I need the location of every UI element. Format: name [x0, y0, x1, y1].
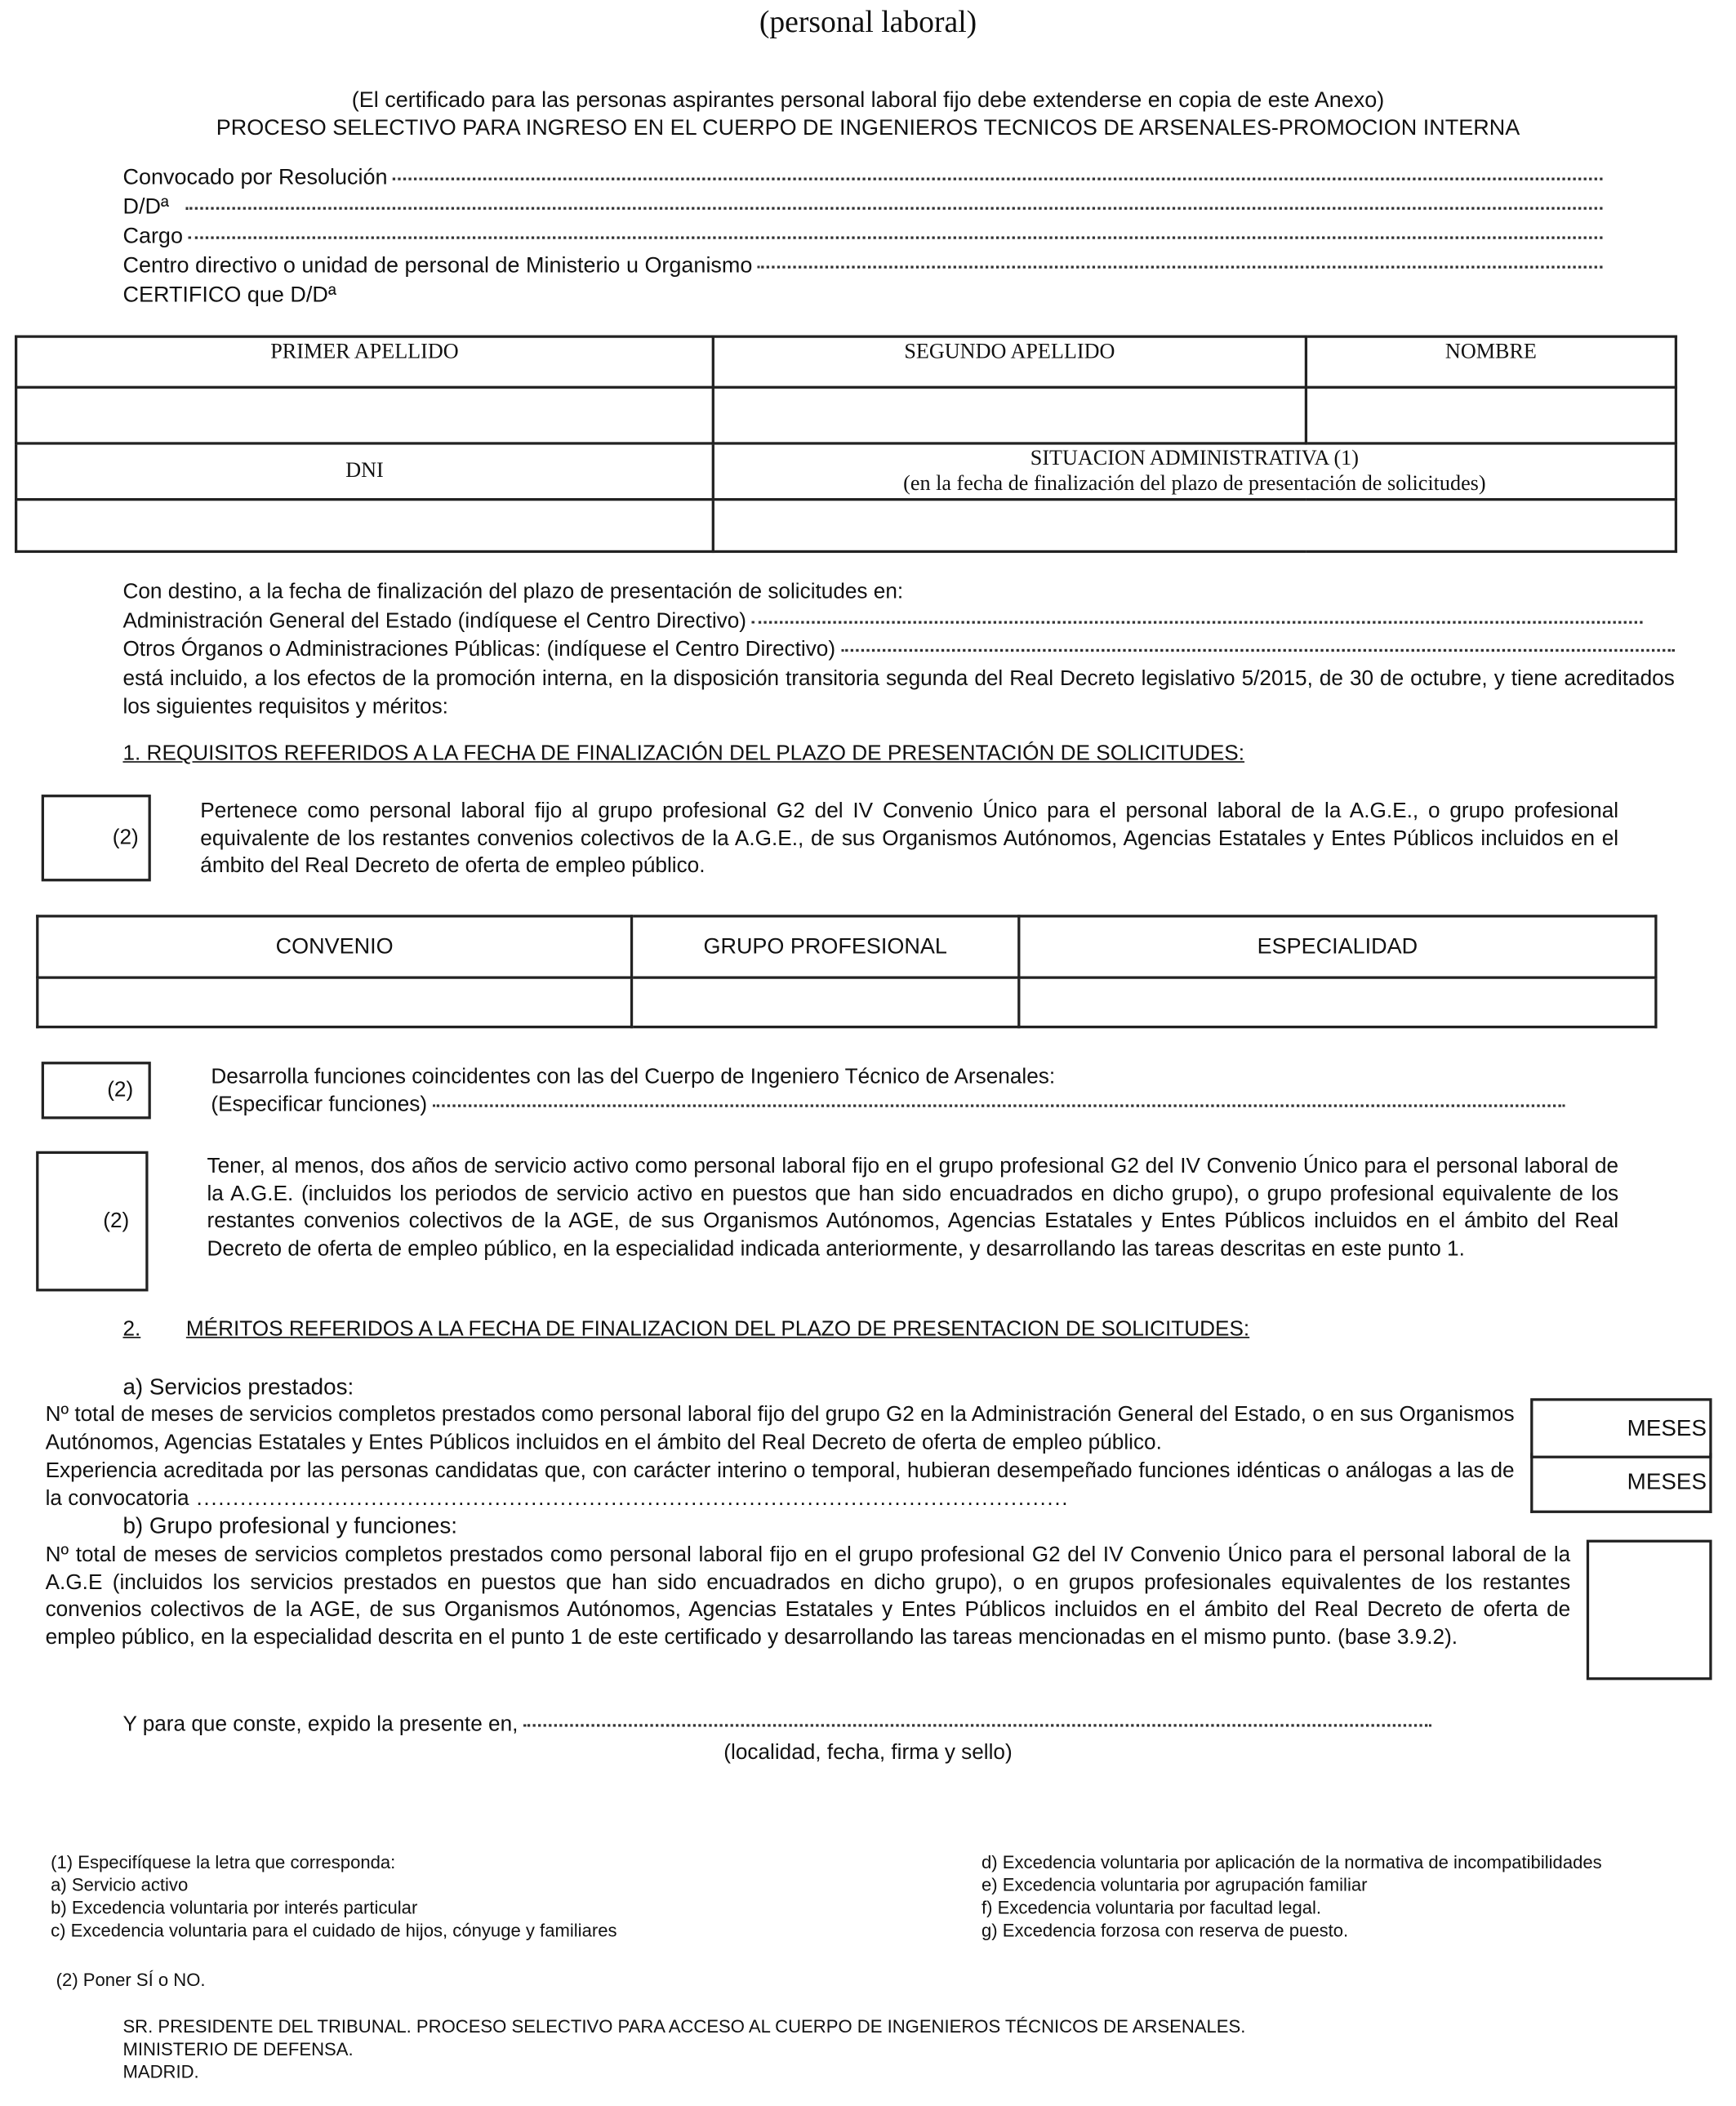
grupo-profesional-header: GRUPO PROFESIONAL: [632, 916, 1019, 977]
centro-field[interactable]: [122, 251, 1602, 280]
expido-label: Y para que conste, expido la presente en,: [122, 1713, 519, 1737]
situacion-header: [713, 443, 1676, 500]
cargo-label: Cargo: [122, 224, 183, 249]
servicios-text-1: Nº total de meses de servicios completos prestados como personal laboral fijo del grupo G2 en la Administración General del Estado, o en sus Organismos Autónomos, Agencias Estatales y Entes Públicos incluidos en el ámbito del Real Decreto de oferta de empleo público.: [45, 1403, 1515, 1454]
funciones-field[interactable]: [211, 1092, 1565, 1120]
convenio-table: [36, 915, 1657, 1028]
addressee-line: SR. PRESIDENTE DEL TRIBUNAL. PROCESO SELECTIVO PARA ACCESO AL CUERPO DE INGENIEROS TÉCNICOS DE ARSENALES.: [122, 2016, 1246, 2037]
footnote-line: b) Excedencia voluntaria por interés particular: [51, 1897, 418, 1918]
grupo-title: b) Grupo profesional y funciones:: [122, 1512, 457, 1538]
primer-apellido-header: PRIMER APELLIDO: [16, 336, 714, 387]
dd-field[interactable]: [122, 192, 1602, 221]
requisito-3-checkbox[interactable]: [36, 1151, 148, 1292]
meses-box-1[interactable]: [1530, 1398, 1712, 1458]
footnote-line: f) Excedencia voluntaria por facultad legal.: [982, 1897, 1322, 1918]
process-title: PROCESO SELECTIVO PARA INGRESO EN EL CUERPO DE INGENIEROS TECNICOS DE ARSENALES-PROMOCION INTERNA: [216, 116, 1520, 140]
requisitos-heading: 1. REQUISITOS REFERIDOS A LA FECHA DE FINALIZACIÓN DEL PLAZO DE PRESENTACIÓN DE SOLICITUDES:: [122, 742, 1245, 766]
footnote-line: d) Excedencia voluntaria por aplicación de la normativa de incompatibilidades: [982, 1852, 1602, 1872]
requisito-2-box-label: (2): [107, 1078, 134, 1102]
meritos-heading-text: MÉRITOS REFERIDOS A LA FECHA DE FINALIZACION DEL PLAZO DE PRESENTACION DE SOLICITUDES:: [185, 1318, 1250, 1341]
nombre-header: NOMBRE: [1306, 336, 1676, 387]
age-field[interactable]: [122, 607, 1642, 635]
funciones-label: (Especificar funciones): [211, 1093, 428, 1116]
requisito-1-text: Pertenece como personal laboral fijo al grupo profesional G2 del IV Convenio Único para el personal laboral de la A.G.E., o grupo profesional equivalente de los restantes convenios colectivos de la A.G.E., de sus Organismos Autónomos, Agencias Estatales y Entes Públicos incluidos en el ámbito del Real Decreto de oferta de empleo público.: [200, 799, 1619, 878]
header-fields: [122, 163, 1602, 310]
footnote-line: a) Servicio activo: [51, 1875, 189, 1895]
requisito-1-checkbox[interactable]: [42, 795, 151, 881]
footnote-line: (1) Especifíquese la letra que corresponda:: [51, 1852, 396, 1872]
cargo-field[interactable]: [122, 221, 1602, 251]
meses-box-2[interactable]: [1530, 1453, 1712, 1513]
grupo-text: Nº total de meses de servicios completos prestados como personal laboral fijo en el grupo profesional G2 del IV Convenio Único para el personal laboral de la A.G.E (incluidos los servicios prestados en puestos que han sido encuadrados en dicho grupo), o en grupos profesionales equivalentes de los restantes convenios colectivos de la AGE, de sus Organismos Autónomos, Agencias Estatales y Entes Públicos incluidos en el ámbito del Real Decreto de oferta de empleo público, en la especialidad descrita en el punto 1 de este certificado y desarrollando las tareas mencionadas en el mismo punto. (base 3.9.2).: [45, 1543, 1571, 1649]
meses-label-1: MESES: [1627, 1414, 1707, 1440]
footnote-line: c) Excedencia voluntaria para el cuidado de hijos, cónyuge y familiares: [51, 1920, 617, 1941]
addressee: [122, 2015, 1245, 2083]
dni-cell[interactable]: [16, 500, 714, 552]
age-label: Administración General del Estado (indíquese el Centro Directivo): [122, 609, 747, 633]
footnote-1-left: [51, 1851, 617, 1942]
footnote-1-right: [982, 1851, 1602, 1942]
convenio-cell[interactable]: [38, 977, 632, 1027]
grupo-profesional-cell[interactable]: [632, 977, 1019, 1027]
requisito-2-line1: Desarrolla funciones coincidentes con las del Cuerpo de Ingeniero Técnico de Arsenales:: [211, 1066, 1056, 1089]
otros-field[interactable]: [122, 635, 1674, 664]
document-title: (personal laboral): [759, 5, 977, 39]
certifico-label: CERTIFICO que D/Dª: [122, 283, 336, 308]
especialidad-cell[interactable]: [1019, 977, 1656, 1027]
requisito-2-text: [211, 1064, 1565, 1119]
addressee-line: MADRID.: [122, 2062, 199, 2082]
nombre-cell[interactable]: [1306, 387, 1676, 443]
servicios-text-2: Experiencia acreditada por las personas candidatas que, con carácter interino o temporal, hubieran desempeñado funciones idénticas o análogas a las de la convocatoria ........................................................................................................................: [45, 1459, 1515, 1510]
requisito-3-box-label: (2): [103, 1209, 130, 1232]
convocado-field[interactable]: [122, 163, 1602, 193]
segundo-apellido-cell[interactable]: [713, 387, 1306, 443]
meritos-heading: [122, 1318, 1249, 1342]
footnote-line: e) Excedencia voluntaria por agrupación familiar: [982, 1875, 1368, 1895]
footnote-line: g) Excedencia forzosa con reserva de puesto.: [982, 1920, 1349, 1941]
localidad-hint: (localidad, fecha, firma y sello): [723, 1741, 1013, 1765]
centro-label: Centro directivo o unidad de personal de Ministerio u Organismo: [122, 253, 753, 278]
situacion-label: SITUACION ADMINISTRATIVA (1): [1030, 447, 1359, 470]
convocado-label: Convocado por Resolución: [122, 165, 388, 190]
addressee-line: MINISTERIO DE DEFENSA.: [122, 2039, 354, 2059]
personal-data-table: [15, 335, 1677, 553]
destino-section: [122, 578, 1674, 722]
segundo-apellido-header: SEGUNDO APELLIDO: [713, 336, 1306, 387]
situacion-cell[interactable]: [713, 500, 1676, 552]
primer-apellido-cell[interactable]: [16, 387, 714, 443]
grupo-meses-box[interactable]: [1587, 1540, 1712, 1681]
incluido-text: está incluido, a los efectos de la promoción interna, en la disposición transitoria segunda del Real Decreto legislativo 5/2015, de 30 de octubre, y tiene acreditados los siguientes requisitos y méritos:: [122, 666, 1675, 719]
dd-label: D/Dª: [122, 194, 169, 220]
convenio-header: CONVENIO: [38, 916, 632, 977]
servicios-title: a) Servicios prestados:: [122, 1374, 354, 1400]
expido-field[interactable]: [122, 1713, 1431, 1737]
especialidad-header: ESPECIALIDAD: [1019, 916, 1656, 977]
requisito-2-checkbox[interactable]: [42, 1062, 151, 1119]
requisito-1-box-label: (2): [112, 826, 139, 849]
footnote-2: (2) Poner SÍ o NO.: [56, 1970, 206, 1990]
destino-intro: Con destino, a la fecha de finalización del plazo de presentación de solicitudes en:: [122, 581, 904, 604]
situacion-sublabel: (en la fecha de finalización del plazo de presentación de solicitudes): [903, 472, 1486, 496]
copy-note: (El certificado para las personas aspirantes personal laboral fijo debe extenderse en copia de este Anexo): [351, 87, 1385, 113]
otros-label: Otros Órganos o Administraciones Públicas: (indíquese el Centro Directivo): [122, 638, 836, 661]
meses-label-2: MESES: [1627, 1468, 1707, 1494]
meritos-heading-number: 2.: [122, 1318, 141, 1341]
requisito-3-text: Tener, al menos, dos años de servicio activo como personal laboral fijo en el grupo profesional G2 del IV Convenio Único para el personal laboral de la A.G.E. (incluidos los periodos de servicio activo en puestos que han sido encuadrados en dicho grupo), o grupo profesional equivalente de los restantes convenios colectivos de la AGE, de sus Organismos Autónomos, Agencias Estatales y Entes Públicos incluidos en el ámbito del Real Decreto de oferta de empleo público, en la especialidad indicada anteriormente, y desarrollando las tareas descritas en este punto 1.: [207, 1155, 1619, 1260]
servicios-text-2-label: Experiencia acreditada por las personas candidatas que, con carácter interino o temporal, hubieran desempeñado funciones idénticas o análogas a las de la convocatoria: [45, 1459, 1515, 1510]
dni-header: DNI: [16, 443, 714, 500]
